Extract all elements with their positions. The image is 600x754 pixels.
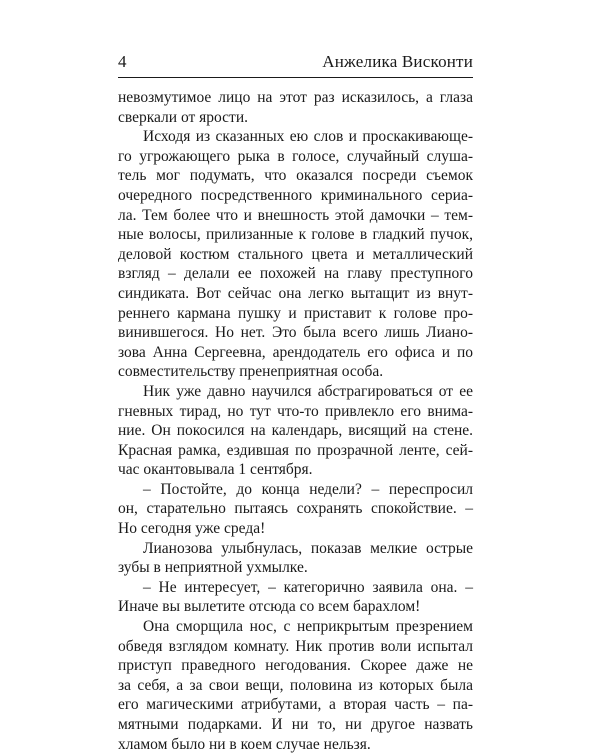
text-line: час окантовывала 1 сентября. <box>118 461 313 479</box>
paragraph <box>118 539 473 578</box>
text-line: его магическими атрибутами, а вторая часть – па- <box>118 696 473 714</box>
text-line: синдиката. Вот сейчас она легко вытащит из внут- <box>118 284 473 302</box>
text-line: ные волосы, прилизанные к голове в гладкий пучок, <box>118 226 473 244</box>
text-line: Исходя из сказанных ею слов и проскакивающе- <box>143 128 473 146</box>
text-line: ние. Он покосился на календарь, висящий на стене. <box>118 422 473 440</box>
text-line: очередного посредственного криминального сериа- <box>118 186 473 204</box>
text-line: винившегося. Но нет. Это была всего лишь Лиано- <box>118 324 473 342</box>
paragraph <box>118 127 473 382</box>
header-rule <box>118 77 473 78</box>
text-line: приступ праведного негодования. Скорее даже не <box>118 657 473 675</box>
text-line: Лианозова улыбнулась, показав мелкие острые <box>143 539 473 557</box>
text-line: за себя, а за свои вещи, половина из которых была <box>118 676 473 694</box>
text-line: тель мог подумать, что оказался посреди съемок <box>118 167 473 185</box>
text-line: – Постойте, до конца недели? – переспросил <box>143 480 473 498</box>
text-line: зубы в неприятной ухмылке. <box>118 559 308 577</box>
paragraph <box>118 480 473 539</box>
paragraph <box>118 382 473 480</box>
text-line: Но сегодня уже среда! <box>118 520 266 538</box>
text-line: Она сморщила нос, с неприкрытым презрением <box>143 618 473 636</box>
running-header <box>118 50 473 74</box>
paragraph <box>118 578 473 617</box>
running-header-author: Анжелика Висконти <box>322 52 473 71</box>
paragraph <box>118 617 473 754</box>
text-line: Ник уже давно научился абстрагироваться от ее <box>143 382 473 400</box>
text-line: обведя взглядом комнату. Ник против воли испытал <box>118 637 473 655</box>
page-number: 4 <box>118 52 127 71</box>
text-line: зова Анна Сергеевна, арендодатель его офиса и по <box>118 343 473 361</box>
text-line: взгляд – делали ее похожей на главу преступного <box>118 265 473 283</box>
text-line: реннего кармана пушку и приставит к голове про- <box>118 304 473 322</box>
text-line: Иначе вы вылетите отсюда со всем барахлом! <box>118 598 421 616</box>
paragraph <box>118 88 473 127</box>
body-text <box>118 88 473 754</box>
text-line: он, старательно пытаясь сохранять спокойствие. – <box>118 500 473 518</box>
text-line: деловой костюм стального цвета и металлический <box>118 245 473 263</box>
text-line: сверкали от ярости. <box>118 108 248 126</box>
text-line: гневных тирад, но тут что-то привлекло его внима- <box>118 402 473 420</box>
text-line: Красная рамка, ездившая по прозрачной ленте, сей- <box>118 441 473 459</box>
text-line: мятными подарками. И ни то, ни другое назвать <box>118 716 473 733</box>
text-line: го угрожающего рыка в голосе, случайный слуша- <box>118 147 473 165</box>
text-line: хламом было ни в коем случае нельзя. <box>118 735 371 753</box>
text-line: невозмутимое лицо на этот раз исказилось, а глаза <box>118 89 473 106</box>
text-line: – Не интересует, – категорично заявила она. – <box>143 578 473 596</box>
text-line: ла. Тем более что и внешность этой дамочки – тем- <box>118 206 473 224</box>
text-line: совместительству пренеприятная особа. <box>118 363 384 381</box>
